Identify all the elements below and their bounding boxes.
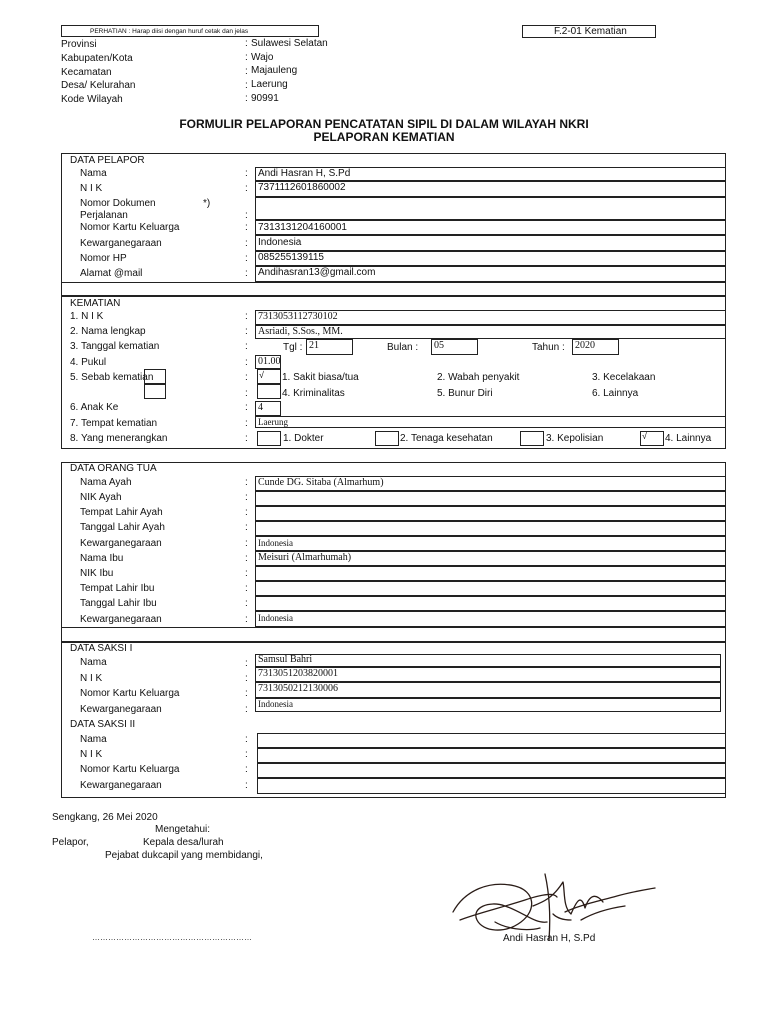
colon: : <box>245 492 248 503</box>
saksi2-nik-field[interactable] <box>257 748 726 763</box>
ibu-tanggal-lahir-field[interactable] <box>255 596 726 611</box>
field-value: Andi Hasran H, S.Pd <box>258 168 351 179</box>
field-label: Nomor Kartu Keluarga <box>80 688 180 699</box>
colon: : <box>245 38 248 49</box>
field-label: Kewarganegaraan <box>80 614 162 625</box>
saksi1-kk-field[interactable] <box>255 682 721 698</box>
field-label: Nomor Kartu Keluarga <box>80 764 180 775</box>
field-value: Indonesia <box>258 237 302 248</box>
colon: : <box>245 673 248 684</box>
tgl-field[interactable] <box>306 339 353 355</box>
sebab-option: 3. Kecelakaan <box>592 372 656 383</box>
field-label: Kewarganegaraan <box>80 538 162 549</box>
colon: : <box>245 326 248 337</box>
region-value: Sulawesi Selatan <box>251 38 328 49</box>
colon: : <box>245 749 248 760</box>
saksi2-heading: DATA SAKSI II <box>70 719 136 730</box>
field-label: Nama <box>80 657 107 668</box>
region-value: Wajo <box>251 52 274 63</box>
orangtua-heading: DATA ORANG TUA <box>70 463 157 474</box>
colon: : <box>245 538 248 549</box>
signature-dots: …………………………………………………… <box>92 933 252 942</box>
colon: : <box>245 372 248 383</box>
field-value: Laerung <box>258 417 288 427</box>
field-label: N I K <box>80 673 103 684</box>
pelapor-hp-field[interactable] <box>255 251 726 266</box>
region-label: Desa/ Kelurahan <box>61 80 136 91</box>
field-value: 7313050212130006 <box>258 683 338 694</box>
section-divider <box>61 627 726 642</box>
field-label: Perjalanan <box>80 210 128 221</box>
sebab-option: 5. Bunur Diri <box>437 388 493 399</box>
saksi1-nama-field[interactable] <box>255 654 721 667</box>
field-value: 085255139115 <box>258 252 324 263</box>
colon: : <box>245 238 248 249</box>
colon: : <box>245 688 248 699</box>
menerangkan-check-1[interactable] <box>257 431 281 446</box>
pelapor-nik-field[interactable] <box>255 181 726 197</box>
field-value: 7313053112730102 <box>258 311 338 322</box>
colon: : <box>245 734 248 745</box>
field-label: 2. Nama lengkap <box>70 326 146 337</box>
menerangkan-option: 3. Kepolisian <box>546 433 604 444</box>
menerangkan-check-3[interactable] <box>520 431 544 446</box>
colon: : <box>245 311 248 322</box>
saksi2-nama-field[interactable] <box>257 733 726 748</box>
field-label: Tempat Lahir Ayah <box>80 507 163 518</box>
sebab-option: 2. Wabah penyakit <box>437 372 520 383</box>
ibu-tempat-lahir-field[interactable] <box>255 581 726 596</box>
ibu-nik-field[interactable] <box>255 566 726 581</box>
tgl-label: Tgl : <box>283 342 303 353</box>
menerangkan-option: 2. Tenaga kesehatan <box>400 433 493 444</box>
pukul-field[interactable] <box>255 355 281 369</box>
section-divider <box>61 282 726 296</box>
pelapor-kewarganegaraan-field[interactable] <box>255 235 726 251</box>
region-label: Kode Wilayah <box>61 94 123 105</box>
ayah-tempat-lahir-field[interactable] <box>255 506 726 521</box>
sebab-check-1b[interactable] <box>144 384 166 399</box>
menerangkan-option: 1. Dokter <box>283 433 324 444</box>
kematian-nama-field[interactable] <box>255 325 726 339</box>
colon: : <box>245 614 248 625</box>
saksi1-heading: DATA SAKSI I <box>70 643 133 654</box>
colon: : <box>245 357 248 368</box>
field-value: Indonesia <box>258 699 293 709</box>
notice-box <box>61 25 319 37</box>
colon: : <box>245 168 248 179</box>
field-value: Andihasran13@gmail.com <box>258 267 376 278</box>
field-value: Cunde DG. Sitaba (Almarhum) <box>258 477 384 488</box>
sebab-check-2[interactable] <box>257 369 281 384</box>
region-value: 90991 <box>251 93 279 104</box>
menerangkan-option: 4. Lainnya <box>665 433 712 444</box>
saksi2-kewarganegaraan-field[interactable] <box>257 778 726 794</box>
region-value: Majauleng <box>251 65 298 76</box>
field-label: Nama <box>80 168 107 179</box>
colon: : <box>245 477 248 488</box>
field-label: Nomor Kartu Keluarga <box>80 222 180 233</box>
colon: : <box>245 210 248 221</box>
form-code-box <box>522 25 656 38</box>
check-mark-icon: √ <box>259 370 264 380</box>
region-label: Kecamatan <box>61 67 112 78</box>
colon: : <box>245 402 248 413</box>
sebab-option: 6. Lainnya <box>592 388 639 399</box>
saksi1-nik-field[interactable] <box>255 667 721 682</box>
pelapor-kk-field[interactable] <box>255 220 726 235</box>
field-value: 01.00 <box>258 356 281 367</box>
field-label: 8. Yang menerangkan <box>70 433 168 444</box>
colon: : <box>245 568 248 579</box>
region-label: Kabupaten/Kota <box>61 53 133 64</box>
pelapor-sign-label: Pelapor, <box>52 837 89 848</box>
colon: : <box>245 80 248 91</box>
field-value: 7371112601860002 <box>258 182 346 193</box>
region-value: Laerung <box>251 79 288 90</box>
footnote-mark: *) <box>203 198 211 209</box>
colon: : <box>245 764 248 775</box>
colon: : <box>245 522 248 533</box>
colon: : <box>245 780 248 791</box>
ayah-tanggal-lahir-field[interactable] <box>255 521 726 536</box>
field-label: N I K <box>80 749 103 760</box>
notice-text: PERHATIAN : Harap diisi dengan huruf cetak dan jelas <box>90 28 249 35</box>
kepala-label: Kepala desa/lurah <box>143 837 224 848</box>
field-label: NIK Ayah <box>80 492 122 503</box>
ayah-kewarganegaraan-field[interactable] <box>255 536 726 551</box>
colon: : <box>245 418 248 429</box>
colon: : <box>245 553 248 564</box>
ibu-kewarganegaraan-field[interactable] <box>255 611 726 627</box>
field-label: NIK Ibu <box>80 568 114 579</box>
colon: : <box>245 66 248 77</box>
kematian-nik-field[interactable] <box>255 310 726 325</box>
field-label: Alamat @mail <box>80 268 143 279</box>
field-value: 2020 <box>575 340 595 351</box>
field-value: Asriadi, S.Sos., MM. <box>258 326 343 337</box>
tahun-field[interactable] <box>572 339 619 355</box>
anak-field[interactable] <box>255 401 281 416</box>
pelapor-nama-field[interactable] <box>255 167 726 181</box>
colon: : <box>245 341 248 352</box>
field-value: 7313131204160001 <box>258 222 347 233</box>
tahun-label: Tahun : <box>532 342 565 353</box>
tempat-field[interactable] <box>255 416 726 428</box>
sebab-check-3[interactable] <box>257 384 281 399</box>
field-label: Nomor HP <box>80 253 127 264</box>
region-label: Provinsi <box>61 39 97 50</box>
field-label: 6. Anak Ke <box>70 402 119 413</box>
ayah-nama-field[interactable] <box>255 476 726 491</box>
colon: : <box>245 253 248 264</box>
pejabat-label: Pejabat dukcapil yang membidangi, <box>105 850 263 861</box>
colon: : <box>245 598 248 609</box>
kematian-heading: KEMATIAN <box>70 298 121 309</box>
colon: : <box>245 222 248 233</box>
form-title: FORMULIR PELAPORAN PENCATATAN SIPIL DI DALAM WILAYAH NKRI <box>179 117 589 131</box>
colon: : <box>245 658 248 669</box>
sebab-option: 1. Sakit biasa/tua <box>282 372 359 383</box>
field-value: 21 <box>309 340 319 351</box>
field-value: Indonesia <box>258 538 293 548</box>
field-label: Nama <box>80 734 107 745</box>
signer-name: Andi Hasran H, S.Pd <box>503 933 596 944</box>
field-value: Indonesia <box>258 613 293 623</box>
bulan-field[interactable] <box>431 339 478 355</box>
pelapor-dokumen-field[interactable] <box>255 197 726 220</box>
field-label: 1. N I K <box>70 311 104 322</box>
field-label: Kewarganegaraan <box>80 780 162 791</box>
place-date: Sengkang, 26 Mei 2020 <box>52 812 158 823</box>
field-label: Nomor Dokumen <box>80 198 156 209</box>
saksi2-kk-field[interactable] <box>257 763 726 778</box>
form-code: F.2-01 Kematian <box>554 26 627 37</box>
field-label: Kewarganegaraan <box>80 238 162 249</box>
field-value: 05 <box>434 340 444 351</box>
field-label: 7. Tempat kematian <box>70 418 158 429</box>
field-label: 3. Tanggal kematian <box>70 341 160 352</box>
field-label: Tempat Lahir Ibu <box>80 583 155 594</box>
field-label: 5. Sebab kematian <box>70 372 154 383</box>
field-label: Kewarganegaraan <box>80 704 162 715</box>
field-label: N I K <box>80 183 103 194</box>
colon: : <box>245 704 248 715</box>
mengetahui-label: Mengetahui: <box>155 824 211 835</box>
colon: : <box>245 388 248 399</box>
sebab-option: 4. Kriminalitas <box>282 388 345 399</box>
field-label: 4. Pukul <box>70 357 107 368</box>
menerangkan-check-4[interactable] <box>640 431 664 446</box>
pelapor-email-field[interactable] <box>255 266 726 282</box>
pelapor-heading: DATA PELAPOR <box>70 155 145 166</box>
field-label: Nama Ibu <box>80 553 124 564</box>
colon: : <box>245 433 248 444</box>
field-value: 7313051203820001 <box>258 668 338 679</box>
colon: : <box>245 183 248 194</box>
colon: : <box>245 507 248 518</box>
field-label: Tanggal Lahir Ibu <box>80 598 157 609</box>
check-mark-icon: √ <box>642 431 647 441</box>
colon: : <box>245 583 248 594</box>
colon: : <box>245 93 248 104</box>
saksi1-kewarganegaraan-field[interactable] <box>255 698 721 712</box>
bulan-label: Bulan : <box>387 342 419 353</box>
field-value: Meisuri (Almarhumah) <box>258 552 352 563</box>
sebab-check-1[interactable] <box>144 369 166 384</box>
ibu-nama-field[interactable] <box>255 551 726 566</box>
form-subtitle: PELAPORAN KEMATIAN <box>313 130 455 144</box>
colon: : <box>245 268 248 279</box>
field-value: 4 <box>258 402 263 413</box>
ayah-nik-field[interactable] <box>255 491 726 506</box>
colon: : <box>245 52 248 63</box>
field-value: Samsul Bahri <box>258 654 313 665</box>
field-label: Nama Ayah <box>80 477 132 488</box>
menerangkan-check-2[interactable] <box>375 431 399 446</box>
field-label: Tanggal Lahir Ayah <box>80 522 165 533</box>
